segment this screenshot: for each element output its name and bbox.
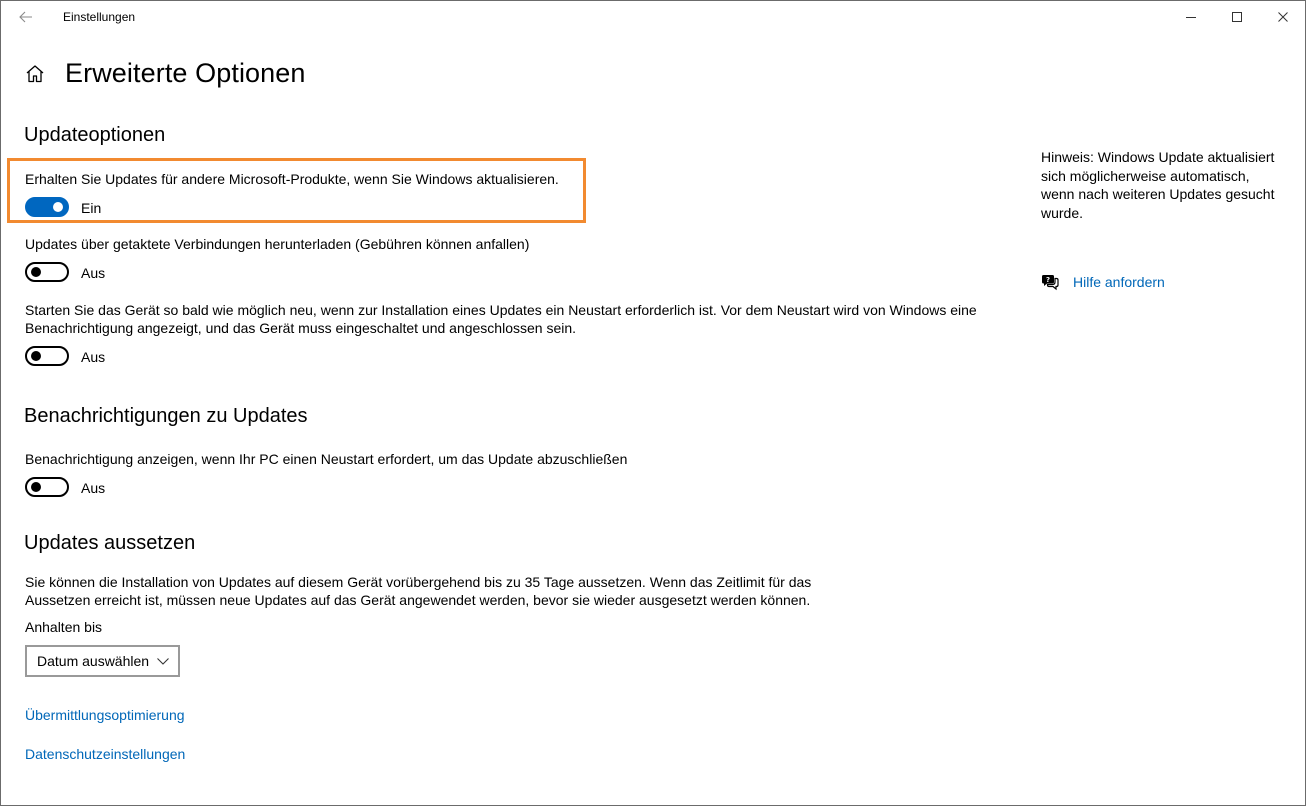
link-privacy-settings[interactable]: Datenschutzeinstellungen — [25, 746, 186, 762]
link-delivery-optimization[interactable]: Übermittlungsoptimierung — [25, 707, 185, 723]
toggle-state-restart-asap: Aus — [81, 349, 106, 365]
pause-date-dropdown[interactable] — [25, 645, 180, 677]
chat-help-icon[interactable] — [1040, 273, 1060, 291]
section-title-pause-updates: Updates aussetzen — [24, 532, 196, 554]
window-title: Einstellungen — [63, 10, 136, 24]
page-title: Erweiterte Optionen — [65, 58, 306, 88]
pause-description-line2: Aussetzen erreicht ist, müssen neue Updates auf das Gerät angewendet werden, bevor sie wieder ausgesetzt werden können. — [25, 592, 811, 608]
toggle-state-other-products: Ein — [81, 200, 102, 216]
maximize-icon — [1231, 11, 1243, 23]
close-icon — [1277, 11, 1289, 23]
option-label-metered: Updates über getaktete Verbindungen herunterladen (Gebühren können anfallen) — [25, 236, 530, 252]
toggle-restart-asap[interactable] — [25, 346, 69, 366]
option-label-other-products: Erhalten Sie Updates für andere Microsoft-Produkte, wenn Sie Windows aktualisieren. — [25, 171, 559, 187]
option-label-restart-line2: Benachrichtigung angezeigt, und das Gerät muss eingeschaltet und angeschlossen sein. — [25, 320, 577, 336]
toggle-metered[interactable] — [25, 262, 69, 282]
pause-description-line1: Sie können die Installation von Updates auf diesem Gerät vorübergehend bis zu 35 Tage aussetzen. Wenn das Zeitlimit für das — [25, 574, 812, 590]
toggle-state-restart-notification: Aus — [81, 480, 106, 496]
section-title-update-options: Updateoptionen — [24, 124, 166, 146]
home-button[interactable] — [24, 63, 46, 85]
toggle-state-metered: Aus — [81, 265, 106, 281]
update-hint-text: Hinweis: Windows Update aktualisiert sich möglicherweise automatisch, wenn nach weiteren Updates gesucht wurde. — [1041, 149, 1275, 221]
toggle-knob — [53, 202, 63, 212]
toggle-restart-notification[interactable] — [25, 477, 69, 497]
title-bar — [1, 1, 1305, 33]
chevron-down-icon — [156, 654, 170, 668]
close-button[interactable] — [1260, 1, 1306, 33]
dropdown-selected-value: Datum auswählen — [37, 653, 150, 669]
option-label-restart-line1: Starten Sie das Gerät so bald wie möglich neu, wenn zur Installation eines Updates ein Neustart erforderlich ist. Vor dem Neustart wird von Windows eine — [25, 302, 977, 318]
back-arrow-icon — [19, 11, 33, 23]
toggle-knob — [31, 482, 41, 492]
pause-until-label: Anhalten bis — [25, 619, 103, 635]
toggle-other-products[interactable] — [25, 197, 69, 217]
option-label-restart-notification: Benachrichtigung anzeigen, wenn Ihr PC einen Neustart erfordert, um das Update abzuschließen — [25, 451, 628, 467]
toggle-knob — [31, 351, 41, 361]
maximize-button[interactable] — [1214, 1, 1260, 33]
home-icon — [24, 63, 46, 85]
back-button[interactable] — [11, 5, 41, 29]
svg-text:?: ? — [1045, 275, 1051, 284]
toggle-knob — [31, 267, 41, 277]
minimize-button[interactable] — [1168, 1, 1214, 33]
section-title-notifications: Benachrichtigungen zu Updates — [24, 405, 308, 427]
link-get-help[interactable]: Hilfe anfordern — [1073, 274, 1165, 290]
minimize-icon — [1185, 11, 1197, 23]
